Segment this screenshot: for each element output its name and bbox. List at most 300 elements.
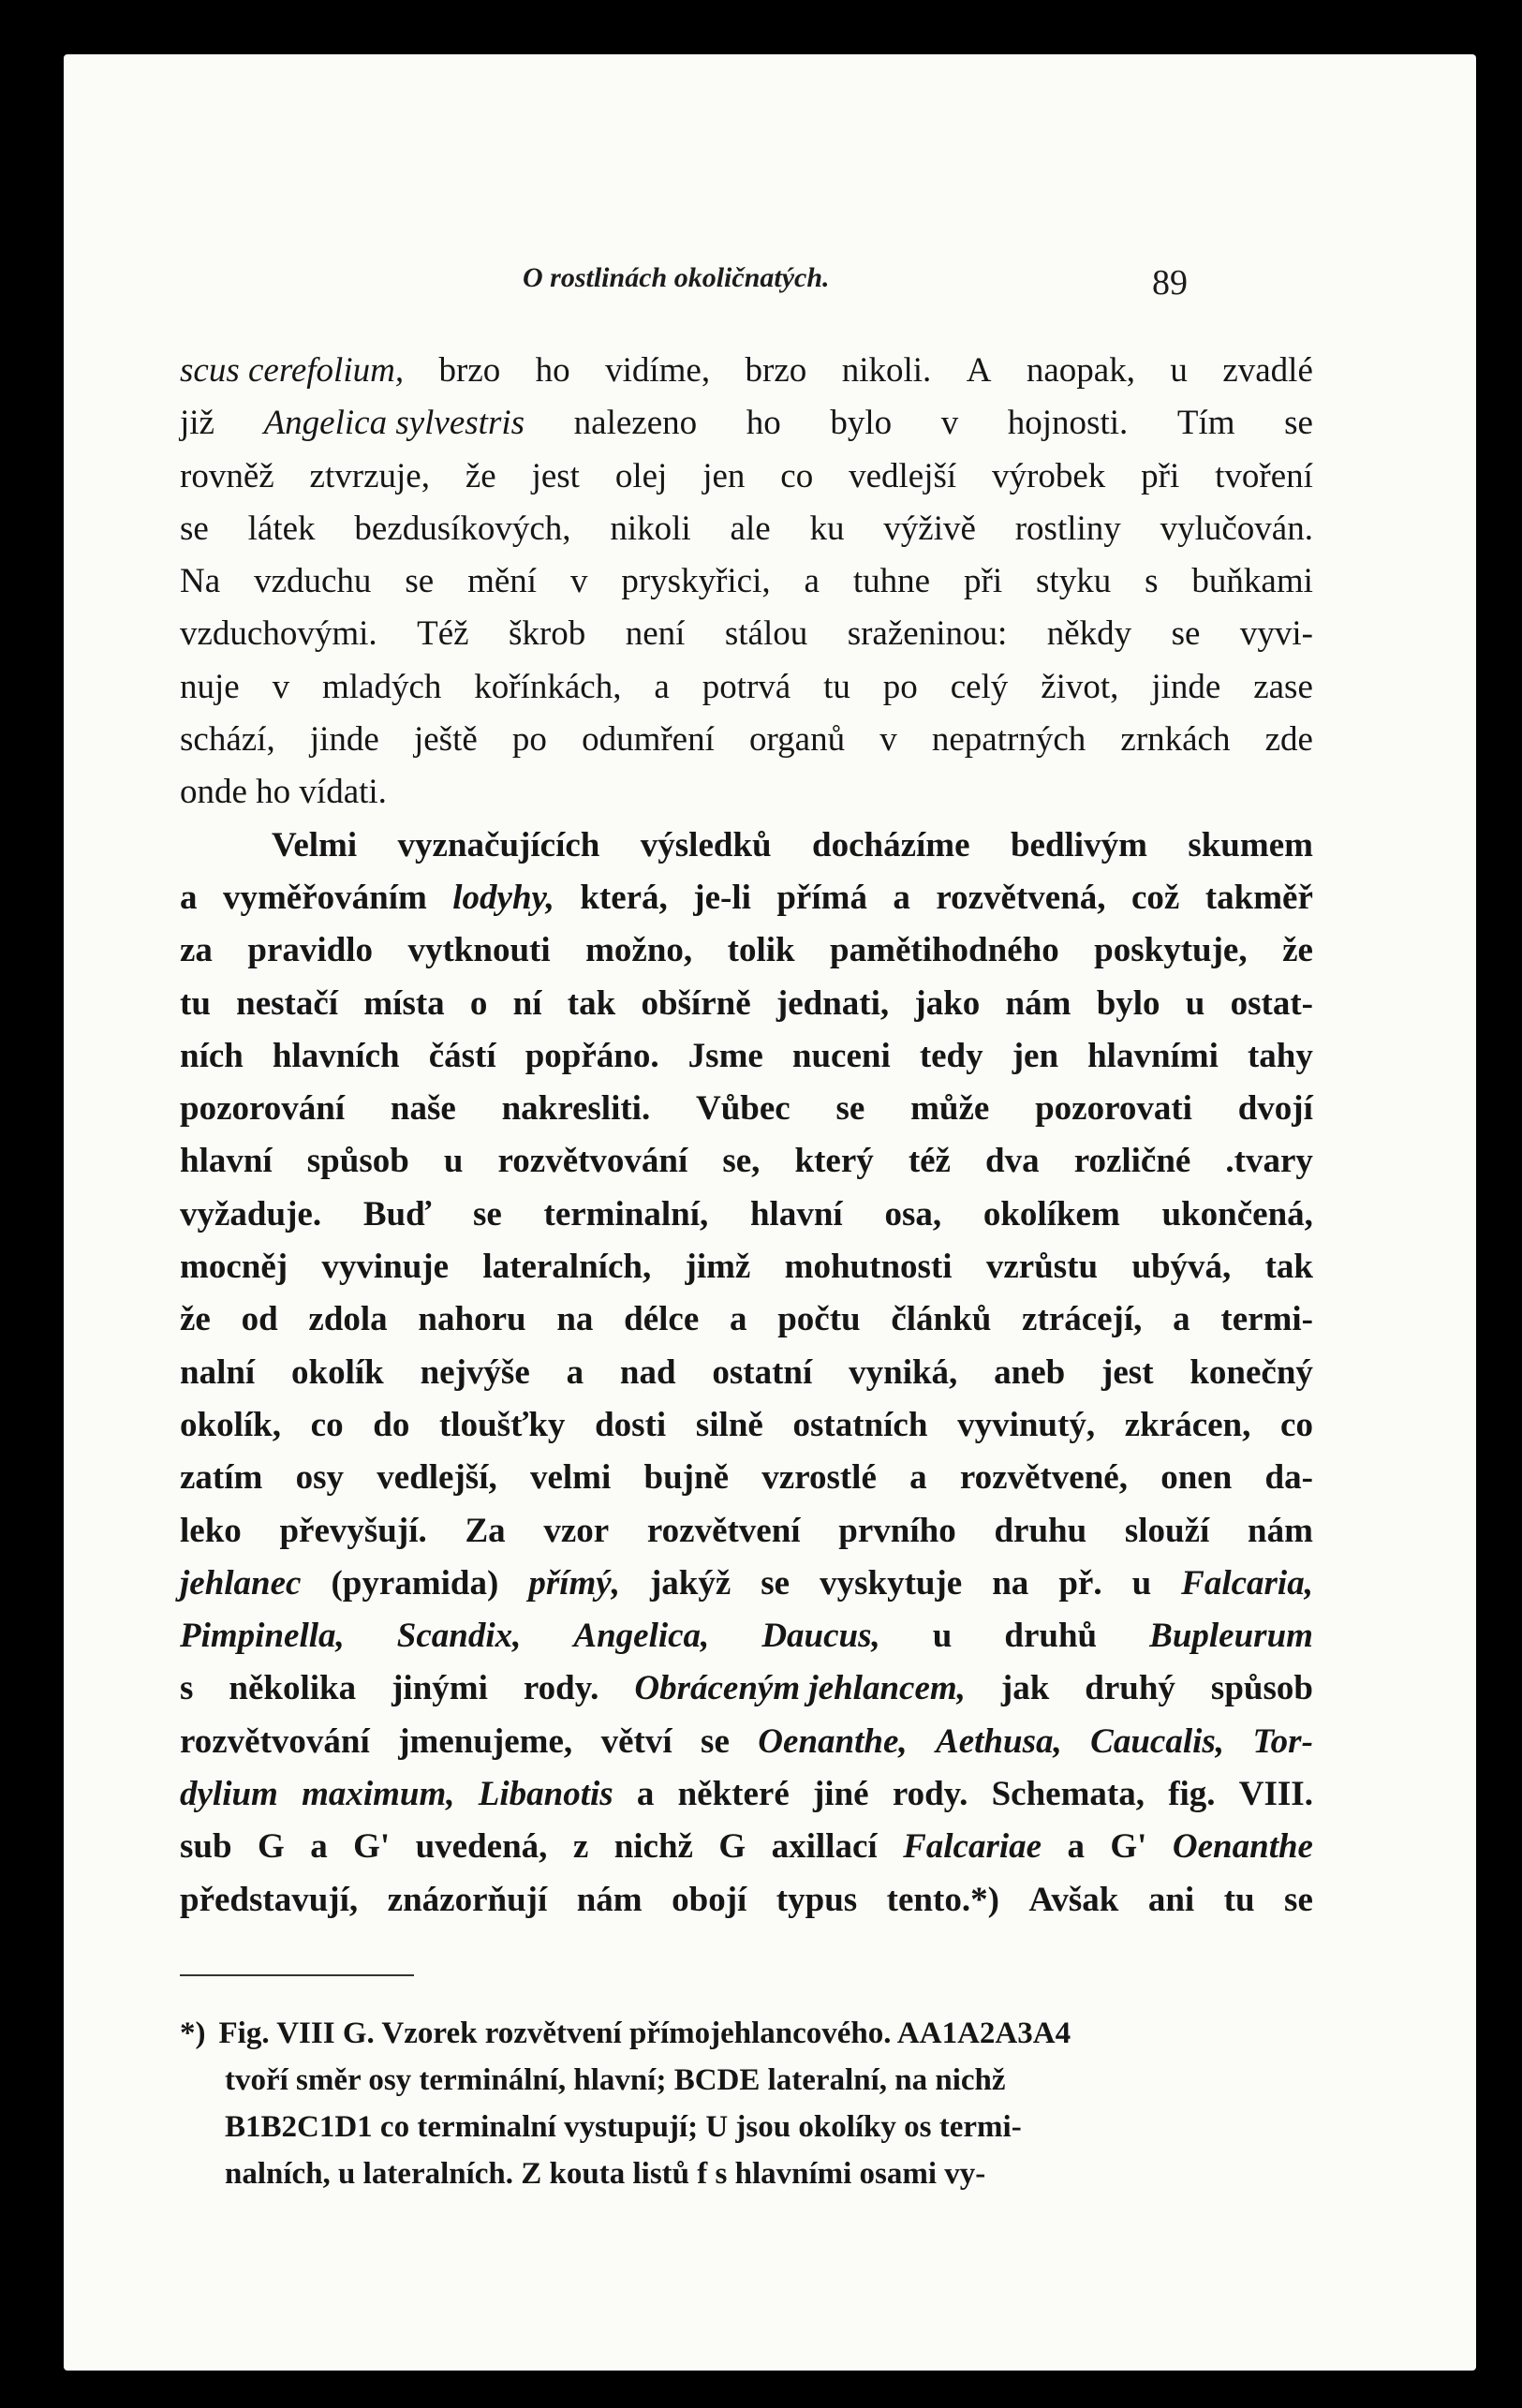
- text-line: [180, 1189, 1313, 1241]
- word: skumem: [1188, 825, 1313, 864]
- word: po: [882, 667, 918, 706]
- word: převyšují.: [279, 1511, 427, 1550]
- word: počtu: [777, 1300, 861, 1339]
- word: jimž: [685, 1248, 751, 1287]
- word: výrobek: [992, 456, 1106, 495]
- text-line: [180, 555, 1313, 608]
- word: př.: [1058, 1563, 1102, 1603]
- word: znázorňují: [387, 1880, 548, 1919]
- text-line: [180, 820, 1313, 872]
- footnote-marker: *): [180, 2017, 206, 2050]
- word: styku: [1036, 562, 1112, 601]
- word: ale: [730, 509, 771, 548]
- word: Scandix,: [396, 1617, 522, 1656]
- word: G: [257, 1827, 285, 1867]
- word: poskytuje,: [1094, 931, 1248, 970]
- word: možno,: [585, 931, 693, 970]
- word: vzduchovými.: [180, 614, 377, 654]
- word: slouží: [1124, 1511, 1210, 1550]
- word: sub: [180, 1827, 232, 1867]
- word: pozorování: [180, 1089, 346, 1129]
- word: u: [443, 1142, 464, 1181]
- word: rozličné: [1073, 1142, 1191, 1181]
- footnote-line: [180, 2010, 1313, 2057]
- word: celý: [950, 667, 1009, 706]
- word: bezdusíkových,: [354, 509, 571, 548]
- word: co: [1280, 1405, 1313, 1444]
- word: hlavních: [272, 1036, 400, 1075]
- word: vzduchu: [254, 562, 372, 601]
- word: vidíme,: [605, 351, 711, 390]
- word: přímá: [776, 878, 867, 917]
- word: v: [272, 667, 290, 706]
- word: pravidlo: [247, 931, 374, 970]
- word: brzo: [745, 351, 807, 390]
- word: jinde: [1151, 667, 1221, 706]
- word: vzrůstu: [985, 1248, 1099, 1287]
- word: může: [910, 1089, 990, 1129]
- word: Bupleurum: [1149, 1617, 1313, 1656]
- word: tak: [1264, 1248, 1313, 1287]
- word: vedlejší,: [377, 1458, 497, 1498]
- word: Tím: [1176, 404, 1235, 443]
- word: zkrácen,: [1124, 1405, 1251, 1444]
- text-line: [180, 1135, 1313, 1188]
- word: lateralních,: [482, 1248, 652, 1287]
- footnote-divider: [180, 1974, 414, 1976]
- word: a: [636, 1775, 655, 1814]
- word: nuje: [180, 667, 240, 706]
- word: zrnkách: [1120, 720, 1231, 760]
- word: v: [879, 720, 897, 760]
- word: rozvětvování: [180, 1721, 370, 1761]
- word: po: [511, 720, 547, 760]
- word: zatím: [180, 1458, 263, 1498]
- word: buňkami: [1191, 562, 1313, 601]
- word: organů: [749, 720, 846, 760]
- word: ztrácejí,: [1022, 1300, 1143, 1339]
- footnote-line: tvoří směr osy terminální, hlavní; BCDE lateralní, na nichž: [225, 2063, 1006, 2097]
- word: a: [310, 1827, 328, 1867]
- word: rody.: [892, 1775, 968, 1814]
- word: život,: [1041, 667, 1119, 706]
- word: silně: [695, 1405, 763, 1444]
- word: tahy: [1247, 1036, 1313, 1075]
- word: vyžaduje.: [180, 1194, 322, 1234]
- word: rozvětvování: [497, 1142, 688, 1181]
- word: ho: [746, 404, 781, 443]
- word: a: [804, 562, 820, 601]
- word: u: [1185, 983, 1205, 1023]
- word: že: [1282, 931, 1313, 970]
- text-line: [180, 1716, 1313, 1768]
- word: tak: [567, 983, 616, 1023]
- word: se: [1284, 1880, 1313, 1919]
- footnote-text: Fig. VIII G. Vzorek rozvětvení přímojehlancového. AA1A2A3A4: [218, 2017, 1071, 2050]
- word: která,: [580, 878, 668, 917]
- word: jiné: [812, 1775, 869, 1814]
- word: takměř: [1204, 878, 1313, 917]
- word: Avšak: [1028, 1880, 1119, 1919]
- word: se: [405, 562, 435, 601]
- word: bylo: [830, 404, 893, 443]
- word: naopak,: [1026, 351, 1135, 390]
- word: bylo: [1096, 983, 1160, 1023]
- word: jen: [702, 456, 746, 495]
- word: nikoli: [610, 509, 691, 548]
- word: jmenujeme,: [398, 1721, 573, 1761]
- word: několika: [229, 1669, 357, 1708]
- word: někdy: [1046, 614, 1132, 654]
- word: brzo: [438, 351, 501, 390]
- text-line: [180, 1399, 1313, 1452]
- word: druhů: [1004, 1617, 1098, 1656]
- word: pamětihodného: [830, 931, 1059, 970]
- word: vyměřováním: [222, 878, 427, 917]
- page-number: 89: [1152, 263, 1188, 303]
- word: Pimpinella,: [180, 1617, 345, 1656]
- word: že: [465, 456, 496, 495]
- word: Jsme: [687, 1036, 763, 1075]
- text-line: [180, 345, 1313, 397]
- word: že: [180, 1300, 211, 1339]
- word: okolíkem: [983, 1194, 1120, 1234]
- word: přímý,: [528, 1563, 620, 1603]
- word: se: [1284, 404, 1313, 443]
- word: částí: [428, 1036, 496, 1075]
- word: s: [1145, 562, 1159, 601]
- word: nejvýše: [420, 1352, 530, 1392]
- word: potrvá: [702, 667, 791, 706]
- word: jakýž: [649, 1563, 731, 1603]
- word: onen: [1160, 1458, 1233, 1498]
- word: Obráceným jehlancem,: [634, 1669, 966, 1708]
- word: jak: [1000, 1669, 1050, 1708]
- word: se: [472, 1194, 502, 1234]
- word: rozvětvení: [646, 1511, 801, 1550]
- word: s: [180, 1669, 194, 1708]
- word: tu: [823, 667, 850, 706]
- word: vedlejší: [849, 456, 957, 495]
- text-line: [180, 397, 1313, 450]
- footnote: [180, 2010, 1313, 2197]
- text-line: [180, 1241, 1313, 1293]
- text-line: [180, 1610, 1313, 1662]
- word: škrob: [509, 614, 586, 654]
- word: a: [566, 1352, 584, 1392]
- word: již: [180, 404, 214, 443]
- word: zde: [1264, 720, 1313, 760]
- word: ní: [512, 983, 542, 1023]
- running-title: O rostlinách okoličnatých.: [523, 262, 830, 293]
- word: mění: [467, 562, 538, 601]
- text-line: [180, 608, 1313, 660]
- word: co: [310, 1405, 344, 1444]
- text-line: [180, 1558, 1313, 1610]
- word: spůsob: [1210, 1669, 1313, 1708]
- word: vyvi-: [1239, 614, 1313, 654]
- word: rostliny: [1014, 509, 1121, 548]
- word: tu: [180, 983, 211, 1023]
- word: článků: [891, 1300, 992, 1339]
- word: vyvinuje: [321, 1248, 450, 1287]
- word: jehlanec: [180, 1563, 302, 1603]
- word: ztvrzuje,: [309, 456, 430, 495]
- word: scus cerefolium,: [180, 351, 405, 390]
- word: odumření: [582, 720, 715, 760]
- word: naše: [390, 1089, 456, 1129]
- word: délce: [624, 1300, 700, 1339]
- text-line: [180, 1505, 1313, 1558]
- word: nahoru: [418, 1300, 526, 1339]
- word: prvního: [838, 1511, 956, 1550]
- word: jen: [1012, 1036, 1059, 1075]
- word: dylium: [180, 1775, 278, 1814]
- text-line: [180, 714, 1313, 766]
- word: terminalní,: [543, 1194, 709, 1234]
- word: Oenanthe,: [758, 1721, 908, 1761]
- word: v: [569, 562, 588, 601]
- word: vyskytuje: [820, 1563, 963, 1603]
- word: Angelica,: [573, 1617, 710, 1656]
- word: aneb: [994, 1352, 1066, 1392]
- word: nestačí: [236, 983, 339, 1023]
- word: (pyramida): [331, 1563, 499, 1603]
- word: místa: [363, 983, 445, 1023]
- word: v: [940, 404, 959, 443]
- word: hojnosti.: [1007, 404, 1129, 443]
- word: nad: [619, 1352, 676, 1392]
- word: nakresliti.: [501, 1089, 651, 1129]
- word: výsledků: [640, 825, 772, 864]
- word: osy: [295, 1458, 345, 1498]
- word: rody.: [523, 1669, 599, 1708]
- word: tu: [1223, 1880, 1255, 1919]
- text-line: [180, 1030, 1313, 1083]
- word: též: [908, 1142, 951, 1181]
- word: G: [718, 1827, 746, 1867]
- word: co: [780, 456, 814, 495]
- word: popřáno.: [525, 1036, 659, 1075]
- word: G': [1110, 1827, 1147, 1867]
- word: da-: [1264, 1458, 1313, 1498]
- word: Schemata,: [991, 1775, 1145, 1814]
- word: jest: [1101, 1352, 1154, 1392]
- word: vzrostlé: [761, 1458, 877, 1498]
- word: a: [893, 878, 910, 917]
- word: který: [794, 1142, 874, 1181]
- word: hlavními: [1087, 1036, 1219, 1075]
- word: stálou: [724, 614, 808, 654]
- text-line: [180, 978, 1313, 1030]
- word: a: [180, 878, 198, 917]
- word: při: [964, 562, 1003, 601]
- word: ještě: [413, 720, 478, 760]
- word: a: [1173, 1300, 1190, 1339]
- word: není: [625, 614, 686, 654]
- word: sraženinou:: [847, 614, 1008, 654]
- word: tolik: [727, 931, 795, 970]
- word: ku: [809, 509, 845, 548]
- text-line: [180, 1293, 1313, 1346]
- word: termi-: [1220, 1300, 1313, 1339]
- word: mladých: [321, 667, 442, 706]
- word: Falcariae: [903, 1827, 1042, 1867]
- text-line: [180, 451, 1313, 503]
- word: nám: [576, 1880, 643, 1919]
- word: nám: [1005, 983, 1071, 1023]
- word: kořínkách,: [474, 667, 622, 706]
- word: Na: [180, 562, 221, 601]
- word: rovněž: [180, 456, 274, 495]
- word: VIII.: [1238, 1775, 1313, 1814]
- footnote-line: B1B2C1D1 co terminalní vystupují; U jsou okolíky os termi-: [225, 2110, 1022, 2144]
- text-line: [180, 1452, 1313, 1504]
- word: tloušťky: [439, 1405, 566, 1444]
- word: Angelica sylvestris: [263, 404, 525, 443]
- word: onde ho vídati.: [180, 773, 387, 812]
- word: rozvětvené,: [959, 1458, 1128, 1498]
- word: Též: [417, 614, 469, 654]
- word: A: [966, 351, 992, 390]
- word: nalní: [180, 1352, 256, 1392]
- word: nikoli.: [841, 351, 932, 390]
- word: Velmi: [272, 825, 358, 864]
- word: Libanotis: [478, 1775, 613, 1814]
- word: velmi: [529, 1458, 612, 1498]
- word: o: [469, 983, 488, 1023]
- word: ukončená,: [1161, 1194, 1313, 1234]
- word: od: [241, 1300, 278, 1339]
- word: ostat-: [1230, 983, 1313, 1023]
- word: maximum,: [302, 1775, 455, 1814]
- word: leko: [180, 1511, 242, 1550]
- word: docházíme: [812, 825, 970, 864]
- word: výživě: [883, 509, 976, 548]
- word: vyniká,: [849, 1352, 958, 1392]
- word: jednati,: [776, 983, 890, 1023]
- text-line: [180, 1821, 1313, 1873]
- text-line: [180, 661, 1313, 714]
- word: ostatní: [712, 1352, 813, 1392]
- word: axillací: [771, 1827, 878, 1867]
- word: Daucus,: [761, 1617, 880, 1656]
- word: a: [909, 1458, 927, 1498]
- word: druhý: [1085, 1669, 1175, 1708]
- text-line: [180, 1874, 1313, 1927]
- word: osa,: [884, 1194, 942, 1234]
- word: představují,: [180, 1880, 359, 1919]
- word: jinde: [309, 720, 379, 760]
- text-line: [180, 1662, 1313, 1715]
- word: jako: [914, 983, 981, 1023]
- word: bujně: [643, 1458, 730, 1498]
- word: dosti: [595, 1405, 667, 1444]
- word: pryskyřici,: [621, 562, 771, 601]
- word: okolík,: [180, 1405, 281, 1444]
- word: a: [1067, 1827, 1085, 1867]
- word: tento.*): [886, 1880, 999, 1919]
- word: Vůbec: [695, 1089, 791, 1129]
- word: se: [701, 1721, 730, 1761]
- word: Tor-: [1252, 1721, 1313, 1761]
- word: typus: [776, 1880, 858, 1919]
- word: zdola: [308, 1300, 388, 1339]
- word: se: [1171, 614, 1201, 654]
- word: jinými: [392, 1669, 488, 1708]
- word: vyvinutý,: [957, 1405, 1096, 1444]
- word: G': [353, 1827, 391, 1867]
- word: nalezeno: [573, 404, 698, 443]
- word: zase: [1253, 667, 1313, 706]
- word: uvedená,: [415, 1827, 548, 1867]
- word: mohutnosti: [784, 1248, 953, 1287]
- word: nichž: [613, 1827, 693, 1867]
- word: ubývá,: [1131, 1248, 1232, 1287]
- word: při: [1141, 456, 1180, 495]
- word: druhu: [994, 1511, 1087, 1550]
- word: je-li: [693, 878, 751, 917]
- word: obšírně: [641, 983, 751, 1023]
- word: zvadlé: [1222, 351, 1313, 390]
- word: vytknouti: [407, 931, 551, 970]
- word: mocněj: [180, 1248, 288, 1287]
- word: a: [729, 1300, 747, 1339]
- word: tvoření: [1215, 456, 1313, 495]
- text-line: [180, 872, 1313, 924]
- word: Caucalis,: [1090, 1721, 1225, 1761]
- word: se: [835, 1089, 865, 1129]
- word: což: [1130, 878, 1180, 917]
- word: se,: [722, 1142, 761, 1181]
- word: hlavní: [749, 1194, 843, 1234]
- word: fig.: [1168, 1775, 1216, 1814]
- word: se: [761, 1563, 791, 1603]
- word: ani: [1147, 1880, 1195, 1919]
- word: vzor: [543, 1511, 610, 1550]
- body-text: [180, 345, 1313, 1927]
- word: lodyhy,: [452, 878, 554, 917]
- word: bedlivým: [1010, 825, 1147, 864]
- word: .tvary: [1225, 1142, 1313, 1181]
- word: pozorovati: [1035, 1089, 1192, 1129]
- word: vylučován.: [1160, 509, 1313, 548]
- word: tedy: [919, 1036, 983, 1075]
- text-line: [180, 1768, 1313, 1821]
- word: hlavní: [180, 1142, 273, 1181]
- word: z: [572, 1827, 589, 1867]
- word: jest: [531, 456, 580, 495]
- word: u: [932, 1617, 953, 1656]
- word: konečný: [1190, 1352, 1313, 1392]
- word: na: [992, 1563, 1029, 1603]
- word: u: [1170, 351, 1188, 390]
- word: některé: [677, 1775, 790, 1814]
- word: se: [180, 509, 209, 548]
- word: dvojí: [1237, 1089, 1313, 1129]
- word: ostatních: [792, 1405, 928, 1444]
- word: ních: [180, 1036, 244, 1075]
- word: nám: [1248, 1511, 1313, 1550]
- word: dva: [985, 1142, 1040, 1181]
- word: nepatrných: [931, 720, 1086, 760]
- word: a: [654, 667, 670, 706]
- word: Za: [465, 1511, 506, 1550]
- word: do: [373, 1405, 410, 1444]
- text-line: [180, 924, 1313, 977]
- word: ho: [535, 351, 570, 390]
- book-page: [64, 54, 1476, 2371]
